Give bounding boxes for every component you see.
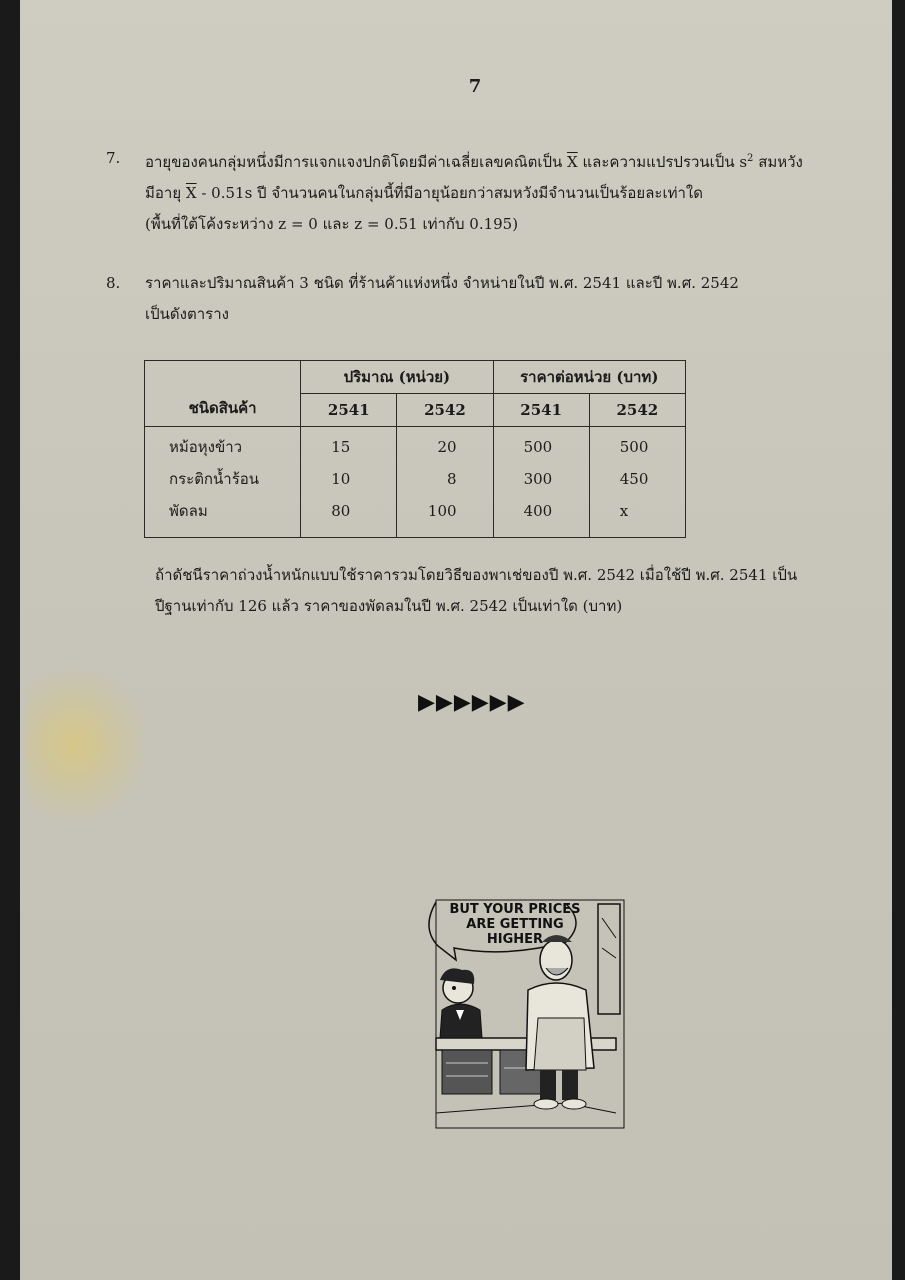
caption-line: ARE GETTING [466, 917, 564, 932]
question-line: ปีฐานเท่ากับ 126 แล้ว ราคาของพัดลมในปี พ.ศ. 2542 เป็นเท่าใด (บาท) [155, 597, 623, 615]
cartoon-caption [430, 902, 600, 947]
question-number: 8. [106, 274, 121, 292]
text-fragment: และความแปรปรวนเป็น s [577, 153, 748, 171]
table-cell: 15 [331, 438, 351, 456]
question-text [145, 143, 870, 240]
table-cell: 400 [523, 502, 553, 520]
table-cell: x [619, 502, 629, 520]
header-year: 2542 [589, 394, 685, 427]
text-fragment: สมหวัง [753, 153, 803, 171]
table-cell: 100 [427, 502, 457, 520]
header-price: ราคาต่อหน่วย (บาท) [493, 361, 685, 394]
question-8 [20, 268, 892, 338]
text-fragment: อายุของคนกลุ่มหนึ่งมีการแจกแจงปกติโดยมีค่าเฉลี่ยเลขคณิตเป็น [145, 153, 568, 171]
text-fragment: - 0.51s ปี จำนวนคนในกลุ่มนี้ที่มีอายุน้อยกว่าสมหวังมีจำนวนเป็นร้อยละเท่าใด [196, 184, 703, 202]
question-line [145, 143, 870, 178]
table-cell: 80 [331, 502, 351, 520]
question-7 [20, 143, 892, 243]
text-fragment: มีอายุ [145, 184, 186, 202]
item-name: หม้อหุงข้าว [169, 438, 243, 456]
table-cell: 8 [447, 470, 457, 488]
question-text [145, 268, 870, 330]
caption-line: HIGHER [486, 932, 544, 947]
table-body-row [145, 427, 686, 538]
item-column [145, 427, 301, 538]
table-cell: 300 [523, 470, 553, 488]
header-year: 2541 [493, 394, 589, 427]
header-quantity: ปริมาณ (หน่วย) [301, 361, 493, 394]
question-line: เป็นดังตาราง [145, 305, 229, 323]
qty-2541-column [301, 427, 397, 538]
goods-table [144, 360, 686, 538]
price-2541-column [493, 427, 589, 538]
header-year: 2542 [397, 394, 493, 427]
question-line: ถ้าดัชนีราคาถ่วงน้ำหนักแบบใช้ราคารวมโดยวิธีของพาเช่ของปี พ.ศ. 2542 เมื่อใช้ปี พ.ศ. 2541 เป็น [155, 566, 798, 584]
question-number: 7. [106, 149, 121, 167]
paper-stain [26, 670, 146, 820]
table-cell: 500 [523, 438, 553, 456]
header-item: ชนิดสินค้า [145, 361, 301, 427]
question-8-continuation [155, 560, 880, 622]
x-bar-symbol: $\overline{X}$ [567, 153, 578, 171]
table-cell: 10 [331, 470, 351, 488]
caption-line: BUT YOUR PRICES [449, 902, 581, 917]
question-line: ราคาและปริมาณสินค้า 3 ชนิด ที่ร้านค้าแห่งหนึ่ง จำหน่ายในปี พ.ศ. 2541 และปี พ.ศ. 2542 [145, 274, 739, 292]
header-year: 2541 [301, 394, 397, 427]
table-cell: 450 [619, 470, 649, 488]
page-number: 7 [468, 76, 482, 97]
superscript: 2 [747, 153, 754, 164]
document-page [20, 0, 892, 1280]
item-name: กระติกน้ำร้อน [169, 470, 260, 488]
x-bar-symbol: $\overline{X}$ [185, 184, 197, 202]
item-name: พัดลม [169, 502, 208, 520]
question-line [145, 178, 870, 209]
price-2542-column [589, 427, 685, 538]
question-line: (พื้นที่ใต้โค้งระหว่าง z = 0 และ z = 0.51 เท่ากับ 0.195) [145, 215, 519, 233]
table-cell: 500 [619, 438, 649, 456]
table-cell: 20 [437, 438, 457, 456]
qty-2542-column [397, 427, 493, 538]
arrow-divider: ▶▶▶▶▶▶ [418, 690, 526, 715]
